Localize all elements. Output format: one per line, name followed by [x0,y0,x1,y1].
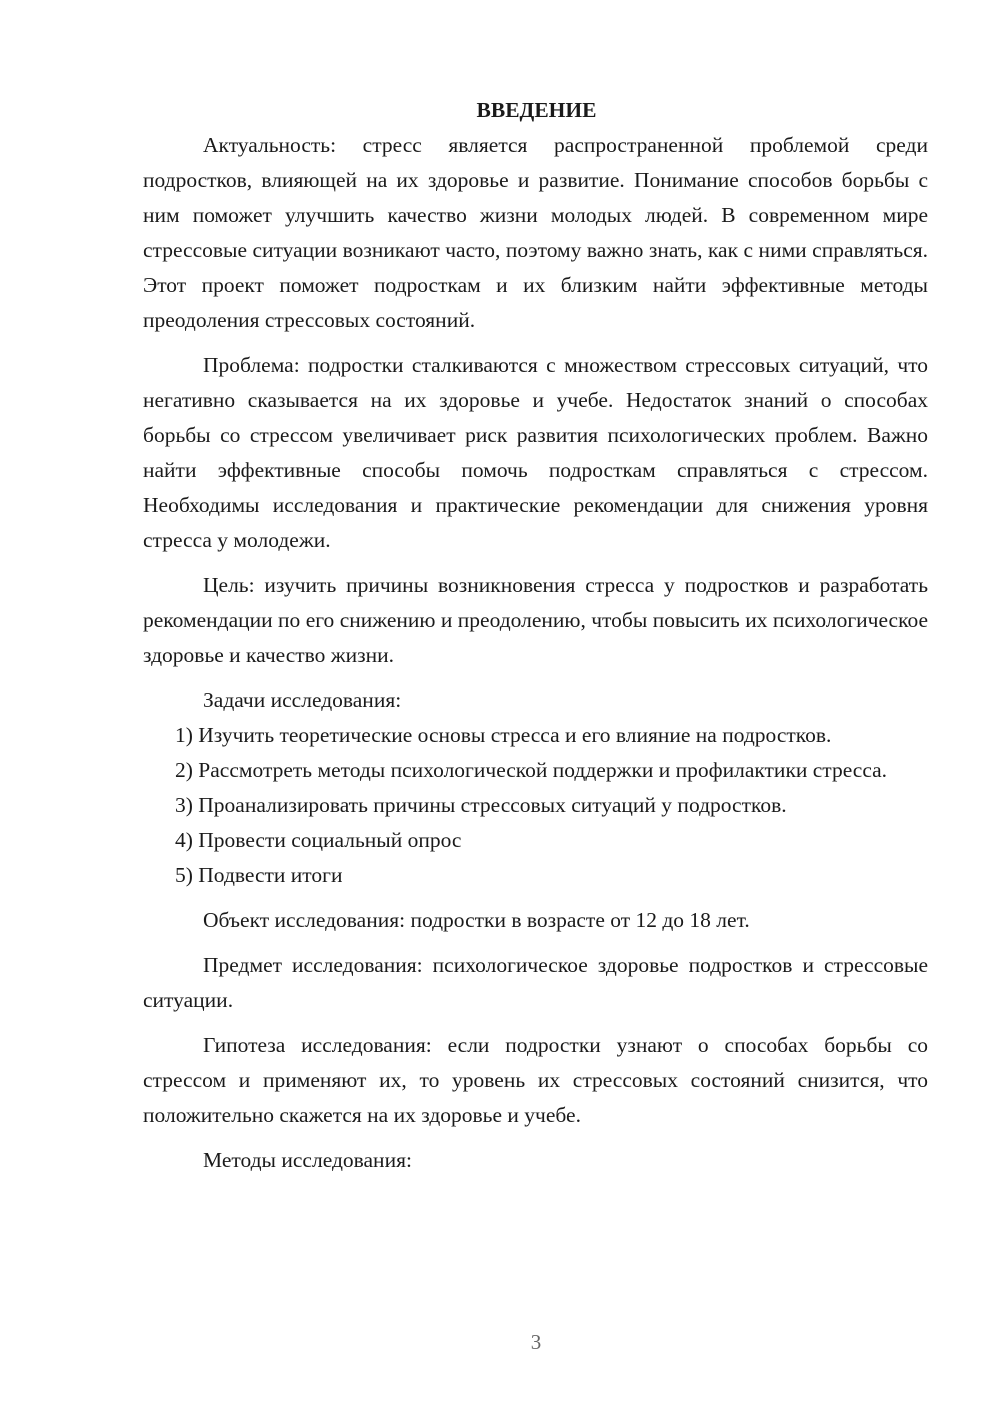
section-title: ВВЕДЕНИЕ [476,98,597,122]
task-item-2: 2) Рассмотреть методы психологической поддержки и профилактики стресса. [175,758,888,782]
page-number: 3 [530,1330,542,1354]
methods-heading: Методы исследования: [203,1148,412,1172]
paragraph-problem: Проблема: подростки сталкиваются с множеством стрессовых ситуаций, что негативно сказывается на их здоровье и учебе. Недостаток знаний о способах борьбы со стрессом увеличивает риск развития психологических проблем. Важно найти эффективные способы помочь подросткам справляться с стрессом. Необходимы исследования и практические рекомендации для снижения уровня стресса у молодежи. [143,353,928,552]
paragraph-relevance: Актуальность: стресс является распространенной проблемой среди подростков, влияющей на их здоровье и развитие. Понимание способов борьбы с ним поможет улучшить качество жизни молодых людей. В современном мире стрессовые ситуации возникают часто, поэтому важно знать, как с ними справляться. Этот проект поможет подросткам и их близким найти эффективные методы преодоления стрессовых состояний. [143,133,928,332]
paragraph-subject: Предмет исследования: психологическое здоровье подростков и стрессовые ситуации. [143,953,928,1012]
task-item-1: 1) Изучить теоретические основы стресса и его влияние на подростков. [175,723,832,747]
tasks-heading: Задачи исследования: [203,688,402,712]
paragraph-hypothesis: Гипотеза исследования: если подростки узнают о способах борьбы со стрессом и применяют их, то уровень их стрессовых состояний снизится, что положительно скажется на их здоровье и учебе. [143,1033,928,1127]
task-item-5: 5) Подвести итоги [175,863,343,887]
task-item-3: 3) Проанализировать причины стрессовых ситуаций у подростков. [175,793,787,817]
paragraph-object: Объект исследования: подростки в возрасте от 12 до 18 лет. [203,908,750,932]
task-item-4: 4) Провести социальный опрос [175,828,462,852]
paragraph-goal: Цель: изучить причины возникновения стресса у подростков и разработать рекомендации по его снижению и преодолению, чтобы повысить их психологическое здоровье и качество жизни. [143,573,928,667]
page-content [143,93,928,1178]
